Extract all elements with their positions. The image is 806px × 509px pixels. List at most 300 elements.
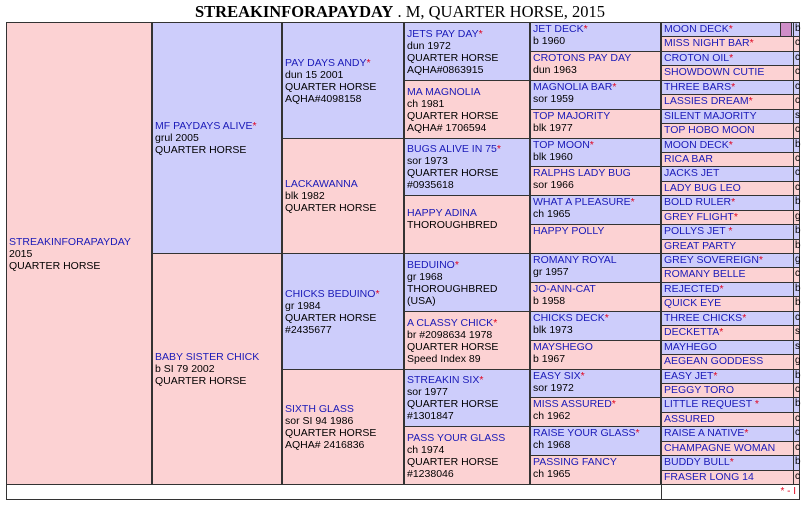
name-line	[407, 28, 527, 40]
gen7-edge-cell: c	[793, 36, 800, 52]
name-line	[407, 207, 527, 219]
gen6-ancestor-cell	[661, 80, 794, 95]
gen6-ancestor-cell	[661, 123, 794, 139]
horse-detail: QUARTER HORSE	[407, 109, 499, 122]
horse-name-link[interactable]: GREAT PARTY	[664, 240, 737, 252]
horse-name-link[interactable]: GREY SOVEREIGN	[664, 254, 759, 266]
title-details: . M, QUARTER HORSE, 2015	[393, 2, 606, 21]
horse-name-link[interactable]: REJECTED	[664, 283, 720, 295]
horse-detail: blk 1977	[533, 122, 573, 134]
name-line	[664, 297, 791, 309]
horse-detail: ch 1981	[407, 97, 445, 110]
gen6-ancestor-cell	[661, 397, 794, 413]
name-line	[533, 139, 658, 151]
horse-detail: QUARTER HORSE	[285, 202, 377, 214]
gen7-edge-cell: c	[793, 80, 800, 95]
name-line	[664, 225, 791, 237]
cell-content	[664, 153, 791, 165]
name-line	[664, 283, 791, 295]
horse-name-link[interactable]: EASY JET	[664, 370, 714, 382]
horse-name-link[interactable]: MOON DECK	[664, 139, 729, 151]
horse-detail: QUARTER HORSE	[285, 80, 377, 93]
cell-content	[533, 52, 658, 76]
horse-name-link[interactable]: CROTON OIL	[664, 52, 730, 64]
horse-detail: ch 1965	[533, 468, 571, 480]
horse-name-link[interactable]: JO-ANN-CAT	[533, 283, 596, 295]
horse-detail: blk 1973	[533, 324, 573, 336]
gen7-edge-cell: c	[793, 123, 800, 139]
gen7-edge-cell: b	[793, 455, 800, 471]
gen6-ancestor-cell	[661, 36, 794, 52]
horse-name-link[interactable]: LACKAWANNA	[285, 178, 358, 190]
name-line	[664, 427, 791, 439]
grandparent-cell	[282, 253, 404, 370]
cell-content	[533, 254, 658, 278]
horse-name-title: STREAKINFORAPAYDAY	[194, 2, 394, 21]
dam-star-marker: *	[478, 27, 483, 40]
horse-detail: #0935618	[407, 179, 454, 191]
horse-name-link[interactable]: JACKS JET	[664, 167, 720, 179]
dam-star-marker: *	[366, 56, 371, 69]
dam-star-marker: *	[731, 81, 736, 93]
gen7-edge-cell: b	[793, 239, 800, 254]
great-grandparent-cell	[404, 369, 530, 427]
horse-name-link[interactable]: AEGEAN GODDESS	[664, 355, 764, 367]
cell-content	[664, 427, 791, 439]
dam-star-marker: *	[252, 120, 257, 132]
great-grandparent-cell	[404, 22, 530, 81]
grandparent-cell	[282, 22, 404, 139]
horse-name-link[interactable]: MAYHEGO	[664, 341, 717, 353]
horse-name-link[interactable]: TOP MAJORITY	[533, 110, 611, 122]
horse-name-link[interactable]: MAGNOLIA BAR	[533, 81, 613, 93]
name-line	[664, 326, 791, 338]
horse-detail: dun 15 2001	[285, 68, 344, 81]
gen5-ancestor-cell	[530, 455, 661, 485]
cell-content	[664, 124, 791, 136]
name-line	[664, 81, 791, 93]
horse-detail: QUARTER HORSE	[407, 51, 499, 64]
dam-star-marker: *	[748, 95, 753, 107]
gen7-edge-cell: s	[793, 109, 800, 124]
cell-content	[533, 81, 658, 105]
great-grandparent-cell	[404, 311, 530, 370]
gen5-ancestor-cell	[530, 369, 661, 398]
name-line	[664, 240, 791, 252]
dam-star-marker: *	[454, 258, 459, 271]
name-line	[407, 86, 527, 98]
horse-detail: QUARTER HORSE	[155, 375, 247, 387]
horse-detail: (USA)	[407, 294, 436, 307]
horse-name-link[interactable]: POLLYS JET	[664, 225, 726, 237]
cell-content	[407, 207, 527, 243]
horse-name-link[interactable]: GREY FLIGHT	[664, 211, 734, 223]
gen5-ancestor-cell	[530, 224, 661, 254]
cell-content	[664, 254, 791, 266]
gen6-ancestor-cell	[661, 65, 794, 81]
horse-detail: ch 1965	[533, 208, 571, 220]
cell-content	[533, 398, 658, 422]
horse-name-link[interactable]: PASSING FANCY	[533, 456, 617, 468]
cell-content	[664, 341, 791, 353]
dam-star-marker: *	[744, 427, 749, 439]
gen7-edge-cell: c	[793, 181, 800, 196]
cell-content	[533, 283, 658, 307]
dam-star-marker: *	[635, 427, 640, 439]
cell-content	[407, 317, 527, 365]
horse-detail: b SI 79 2002	[155, 363, 215, 375]
gen5-ancestor-cell	[530, 80, 661, 110]
great-grandparent-cell	[404, 195, 530, 254]
gen7-edge-cell: c	[793, 166, 800, 182]
gen6-ancestor-cell	[661, 166, 794, 182]
cell-content	[9, 236, 149, 272]
horse-name-link[interactable]: BUGS ALIVE IN 75	[407, 143, 497, 155]
horse-name-link[interactable]: BEDUINO	[407, 258, 455, 271]
gen5-ancestor-cell	[530, 282, 661, 312]
cell-content	[664, 23, 791, 35]
horse-detail: QUARTER HORSE	[285, 311, 377, 324]
horse-name-link[interactable]: HAPPY ADINA	[407, 206, 477, 219]
name-line	[664, 23, 791, 35]
horse-name-link[interactable]: JET DECK	[533, 23, 584, 35]
gen7-edge-cell: b	[793, 296, 800, 312]
horse-detail: dun 1972	[407, 39, 451, 52]
gen5-ancestor-cell	[530, 138, 661, 167]
name-line	[664, 341, 791, 353]
horse-name-link[interactable]: CHAMPAGNE WOMAN	[664, 442, 776, 454]
horse-name-link[interactable]: PAY DAYS ANDY	[285, 56, 367, 69]
gen6-ancestor-cell	[661, 354, 794, 370]
gen7-edge-cell: g	[793, 354, 800, 370]
name-line	[9, 236, 149, 248]
horse-detail: gr 1957	[533, 266, 569, 278]
horse-name-link[interactable]: MAYSHEGO	[533, 341, 593, 353]
gen7-edge-cell: c	[793, 311, 800, 326]
horse-detail: 2015	[9, 247, 33, 260]
gen6-ancestor-cell	[661, 224, 794, 240]
gen6-ancestor-cell	[661, 51, 794, 66]
cell-content	[664, 268, 791, 280]
horse-name-link[interactable]: LASSIES DREAM	[664, 95, 749, 107]
cell-content	[664, 370, 791, 382]
name-line	[664, 66, 791, 78]
horse-detail: AQHA# 1706594	[407, 121, 487, 134]
gen5-ancestor-cell	[530, 253, 661, 283]
horse-detail: AQHA# 2416836	[285, 439, 365, 451]
horse-name-link[interactable]: TOP MOON	[533, 139, 590, 151]
cell-content	[285, 178, 401, 214]
cell-content	[664, 398, 791, 410]
horse-detail: gr 1968	[407, 270, 443, 283]
cell-content	[664, 312, 791, 324]
horse-name-link[interactable]: A CLASSY CHICK	[407, 316, 494, 329]
name-line	[285, 288, 401, 300]
cell-content	[664, 95, 791, 107]
name-line	[664, 37, 791, 49]
horse-name-link[interactable]: QUICK EYE	[664, 297, 722, 309]
cell-content	[533, 139, 658, 163]
name-line	[664, 312, 791, 324]
horse-name-link[interactable]: MISS NIGHT BAR	[664, 37, 750, 49]
cell-content	[664, 297, 791, 309]
gen5-ancestor-cell	[530, 166, 661, 196]
horse-detail: b 1958	[533, 295, 566, 307]
cell-content	[664, 471, 791, 483]
horse-detail: ch 1968	[533, 439, 571, 451]
horse-detail: sor 1959	[533, 93, 574, 105]
dam-star-marker: *	[496, 143, 501, 155]
horse-name-link[interactable]: RAISE A NATIVE	[664, 427, 745, 439]
gen7-edge-cell: b	[793, 369, 800, 384]
horse-detail: blk 1982	[285, 190, 325, 202]
horse-name-link[interactable]: HAPPY POLLY	[533, 225, 605, 237]
gen7-edge-cell: c	[793, 94, 800, 110]
name-line	[533, 456, 658, 468]
cell-content	[533, 196, 658, 220]
dam-star-marker: *	[733, 211, 738, 223]
name-line	[533, 225, 658, 237]
horse-name-link[interactable]: MF PAYDAYS ALIVE	[155, 120, 253, 132]
great-grandparent-cell	[404, 138, 530, 196]
horse-name-link[interactable]: ASSURED	[664, 413, 715, 425]
cell-content	[533, 427, 658, 451]
horse-name-link[interactable]: RAISE YOUR GLASS	[533, 427, 636, 439]
horse-name-link[interactable]: SIXTH GLASS	[285, 403, 354, 415]
cell-content	[533, 456, 658, 480]
gen5-ancestor-cell	[530, 397, 661, 427]
name-line	[664, 196, 791, 208]
horse-name-link[interactable]: BABY SISTER CHICK	[155, 351, 260, 363]
horse-name-link[interactable]: BUDDY BULL	[664, 456, 730, 468]
gen7-edge-cell: c	[793, 51, 800, 66]
dam-star-marker: *	[729, 456, 734, 468]
horse-detail: ch 1974	[407, 443, 445, 456]
cell-content	[407, 28, 527, 76]
name-line	[664, 153, 791, 165]
footer-legend: * - I	[661, 484, 800, 500]
cell-content	[533, 167, 658, 191]
horse-name-link[interactable]: PEGGY TORO	[664, 384, 735, 396]
dam-star-marker: *	[580, 370, 585, 382]
name-line	[664, 355, 791, 367]
dam-star-marker: *	[589, 139, 594, 151]
gen6-ancestor-cell	[661, 195, 794, 211]
horse-detail: grul 2005	[155, 132, 199, 144]
name-line	[664, 442, 791, 454]
gen6-ancestor-cell	[661, 239, 794, 254]
horse-name-link[interactable]: DECKETTA	[664, 326, 720, 338]
gen7-edge-cell: b	[793, 282, 800, 297]
horse-name-link[interactable]: JETS PAY DAY	[407, 27, 479, 40]
gen6-ancestor-cell	[661, 455, 794, 471]
cell-content	[407, 374, 527, 422]
great-grandparent-cell	[404, 253, 530, 312]
cell-content	[533, 370, 658, 394]
name-line	[533, 52, 658, 64]
gen6-ancestor-cell	[661, 426, 794, 442]
pedigree-title	[0, 2, 800, 22]
horse-name-link[interactable]: RALPHS LADY BUG	[533, 167, 631, 179]
horse-name-link[interactable]: MOON DECK	[664, 23, 729, 35]
gen7-edge-cell: b	[793, 397, 800, 413]
pedigree-chart	[6, 22, 806, 484]
horse-name-link[interactable]: STREAKINFORAPAYDAY	[9, 235, 131, 248]
horse-name-link[interactable]: CHICKS DECK	[533, 312, 605, 324]
horse-name-link[interactable]: ROMANY ROYAL	[533, 254, 617, 266]
dam-star-marker: *	[479, 374, 484, 386]
gen7-edge-cell: c	[793, 470, 800, 485]
horse-name-link[interactable]: TOP HOBO MOON	[664, 124, 755, 136]
cell-content	[664, 211, 791, 223]
name-line	[664, 52, 791, 64]
cell-content	[664, 283, 791, 295]
dam-star-marker: *	[375, 287, 380, 300]
cell-content	[664, 110, 791, 122]
parent-cell	[152, 253, 282, 485]
horse-detail: #1301847	[407, 410, 454, 422]
dam-star-marker: *	[713, 370, 718, 382]
gen5-ancestor-cell	[530, 340, 661, 370]
horse-detail: QUARTER HORSE	[407, 398, 499, 410]
gen7-edge-cell: c	[793, 267, 800, 283]
horse-name-link[interactable]: THREE BARS	[664, 81, 732, 93]
dam-star-marker: *	[728, 23, 733, 35]
cell-content	[664, 37, 791, 49]
horse-detail: #1238046	[407, 467, 454, 480]
horse-name-link[interactable]: RICA BAR	[664, 153, 714, 165]
gen6-ancestor-cell	[661, 340, 794, 355]
horse-detail: dun 1963	[533, 64, 577, 76]
horse-name-link[interactable]: CROTONS PAY DAY	[533, 52, 632, 64]
name-line	[664, 182, 791, 194]
gen5-ancestor-cell	[530, 426, 661, 456]
horse-name-link[interactable]: SILENT MAJORITY	[664, 110, 757, 122]
name-line	[533, 283, 658, 295]
gen6-ancestor-cell	[661, 109, 794, 124]
dam-star-marker: *	[630, 196, 635, 208]
gen7-edge-cell: s	[793, 340, 800, 355]
name-line	[664, 456, 791, 468]
horse-name-link[interactable]: BOLD RULER	[664, 196, 732, 208]
horse-name-link[interactable]: EASY SIX	[533, 370, 581, 382]
horse-name-link[interactable]: STREAKIN SIX	[407, 374, 480, 386]
name-line	[533, 254, 658, 266]
horse-name-link[interactable]: MA MAGNOLIA	[407, 85, 481, 98]
cell-content	[407, 143, 527, 191]
dam-star-marker: *	[749, 37, 754, 49]
horse-detail: QUARTER HORSE	[9, 259, 101, 272]
horse-name-link[interactable]: WHAT A PLEASURE	[533, 196, 631, 208]
gen7-edge-cell: c	[793, 441, 800, 456]
gen6-ancestor-cell	[661, 210, 794, 225]
name-line	[533, 81, 658, 93]
cell-content	[664, 326, 791, 338]
horse-detail: ch 1962	[533, 410, 571, 422]
horse-name-link[interactable]: PASS YOUR GLASS	[407, 431, 506, 444]
cell-content	[533, 312, 658, 336]
gen7-edge-cell: g	[793, 253, 800, 268]
name-line	[664, 95, 791, 107]
gen5-ancestor-cell	[530, 109, 661, 139]
dam-star-marker: *	[758, 254, 764, 266]
gen6-ancestor-cell	[661, 181, 794, 196]
horse-name-link[interactable]: SHOWDOWN CUTIE	[664, 66, 765, 78]
dam-star-marker: *	[731, 196, 736, 208]
cell-content	[533, 225, 658, 237]
great-grandparent-cell	[404, 80, 530, 139]
horse-name-link[interactable]: LITTLE REQUEST	[664, 398, 752, 410]
name-line	[155, 351, 279, 363]
horse-detail: #2435677	[285, 323, 332, 336]
horse-name-link[interactable]: THREE CHICKS	[664, 312, 743, 324]
name-line	[407, 432, 527, 444]
name-line	[533, 167, 658, 179]
dam-star-marker: *	[611, 398, 616, 410]
gen7-edge-cell: b	[793, 195, 800, 211]
horse-detail: sor SI 94 1986	[285, 415, 354, 427]
horse-name-link[interactable]: CHICKS BEDUINO	[285, 287, 376, 300]
name-line	[407, 317, 527, 329]
gen6-ancestor-cell	[661, 22, 794, 37]
gen6-ancestor-cell	[661, 470, 794, 485]
cell-content	[664, 442, 791, 454]
cell-content	[664, 456, 791, 468]
gen5-ancestor-cell	[530, 22, 661, 52]
horse-detail: b 1960	[533, 35, 566, 47]
name-line	[664, 398, 791, 410]
horse-name-link[interactable]: LADY BUG LEO	[664, 182, 741, 194]
name-line	[285, 178, 401, 190]
cell-content	[407, 432, 527, 480]
horse-detail: sor 1966	[533, 179, 574, 191]
horse-detail: sor 1972	[533, 382, 574, 394]
cell-content	[664, 139, 791, 151]
name-line	[664, 413, 791, 425]
horse-name-link[interactable]: MISS ASSURED	[533, 398, 612, 410]
horse-name-link[interactable]: ROMANY BELLE	[664, 268, 746, 280]
gen6-ancestor-cell	[661, 253, 794, 268]
horse-detail: THOROUGHBRED	[407, 282, 498, 295]
gen6-ancestor-cell	[661, 282, 794, 297]
cell-content	[285, 288, 401, 336]
name-line	[533, 196, 658, 208]
gen7-edge-cell: c	[793, 152, 800, 167]
gen6-ancestor-cell	[661, 412, 794, 427]
name-line	[533, 341, 658, 353]
horse-detail: QUARTER HORSE	[285, 427, 377, 439]
gen6-ancestor-cell	[661, 267, 794, 283]
gen7-edge-cell: s	[793, 325, 800, 341]
grandparent-cell	[282, 369, 404, 485]
name-line	[533, 427, 658, 439]
gen6-ancestor-cell	[661, 138, 794, 153]
cell-content	[285, 57, 401, 105]
spacer	[407, 231, 527, 243]
gen6-ancestor-cell	[661, 369, 794, 384]
name-line	[407, 143, 527, 155]
cell-content	[533, 110, 658, 134]
gen6-ancestor-cell	[661, 383, 794, 398]
cell-content	[664, 413, 791, 425]
gen6-ancestor-cell	[661, 94, 794, 110]
horse-detail: AQHA#0863915	[407, 63, 484, 76]
name-line	[407, 374, 527, 386]
horse-detail: sor 1973	[407, 155, 448, 167]
dam-star-marker: *	[728, 139, 733, 151]
name-line	[664, 370, 791, 382]
horse-name-link[interactable]: FRASER LONG 14	[664, 471, 754, 483]
